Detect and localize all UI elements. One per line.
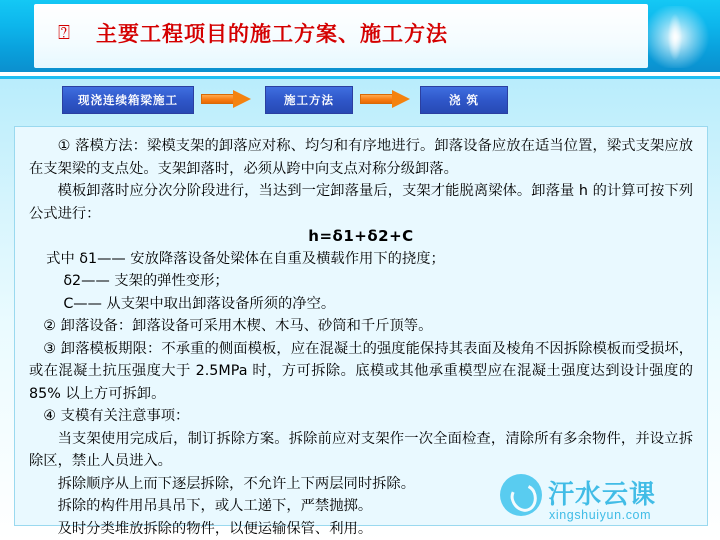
paragraph-c: C—— 从支架中取出卸落设备所须的净空。 <box>63 295 336 312</box>
paragraph-delta2: δ2—— 支架的弹性变形； <box>63 273 229 289</box>
content-text <box>29 135 693 540</box>
band-divider-blue <box>0 76 720 79</box>
flow-box-method[interactable]: 施工方法 <box>265 86 353 114</box>
sparkle-icon <box>640 6 712 68</box>
flow-box-pouring[interactable]: 浇 筑 <box>420 86 508 114</box>
paragraph-1: ① 落模方法：梁模支架的卸落应对称、均匀和有序地进行。卸落设备应放在适当位置，梁式支架应放在支架梁的支点处。支架卸落时，必须从跨中向支点对称分级卸落。 <box>29 138 693 177</box>
paragraph-item4: ④ 支模有关注意事项： <box>43 408 190 424</box>
formula: h=δ1+δ2+C <box>308 227 414 245</box>
paragraph-note-3: 拆除的构件用吊具吊下，或人工递下，严禁抛掷。 <box>57 498 373 514</box>
watermark-url: xingshuiyun.com <box>549 508 652 522</box>
flow-box-construction[interactable]: 现浇连续箱梁施工 <box>62 86 194 114</box>
paragraph-note-4: 及时分类堆放拆除的物件，以便运输保管、利用。 <box>57 520 373 537</box>
title-bullet-icon: ⍰ <box>58 20 70 44</box>
arrow-right-icon-1 <box>201 90 253 108</box>
paragraph-2: 模板卸落时应分次分阶段进行，当达到一定卸落量后，支架才能脱离梁体。卸落量 h 的计算可按下列公式进行： <box>29 183 693 222</box>
watermark-title: 汗水云课 <box>548 480 657 510</box>
page-title: 主要工程项目的施工方案、施工方法 <box>96 22 448 46</box>
content-panel <box>14 126 708 537</box>
paragraph-item2: ② 卸落设备：卸落设备可采用木楔、木马、砂筒和千斤顶等。 <box>43 318 433 334</box>
paragraph-delta1: 式中 δ1—— 安放降落设备处梁体在自重及横载作用下的挠度； <box>46 250 445 267</box>
paragraph-item3: ③ 卸落模板期限：不承重的侧面模板，应在混凝土的强度能保持其表面及棱角不因拆除模板而受损坏，或在混凝土抗压强度大于 2.5MPa 时，方可拆除。底模或其他承重模型应在混凝土强度达到设计强度的 85% 以上方可拆卸。 <box>29 340 693 402</box>
arrow-right-icon-2 <box>360 90 412 108</box>
paragraph-note-1: 当支架使用完成后，制订拆除方案。拆除前应对支架作一次全面检查，清除所有多余物件，并设立拆除区，禁止人员进入。 <box>29 430 693 469</box>
paragraph-note-2: 拆除顺序从上而下逐层拆除，不允许上下两层同时拆除。 <box>57 475 416 492</box>
title-band <box>0 0 720 72</box>
flow-diagram <box>0 86 720 120</box>
